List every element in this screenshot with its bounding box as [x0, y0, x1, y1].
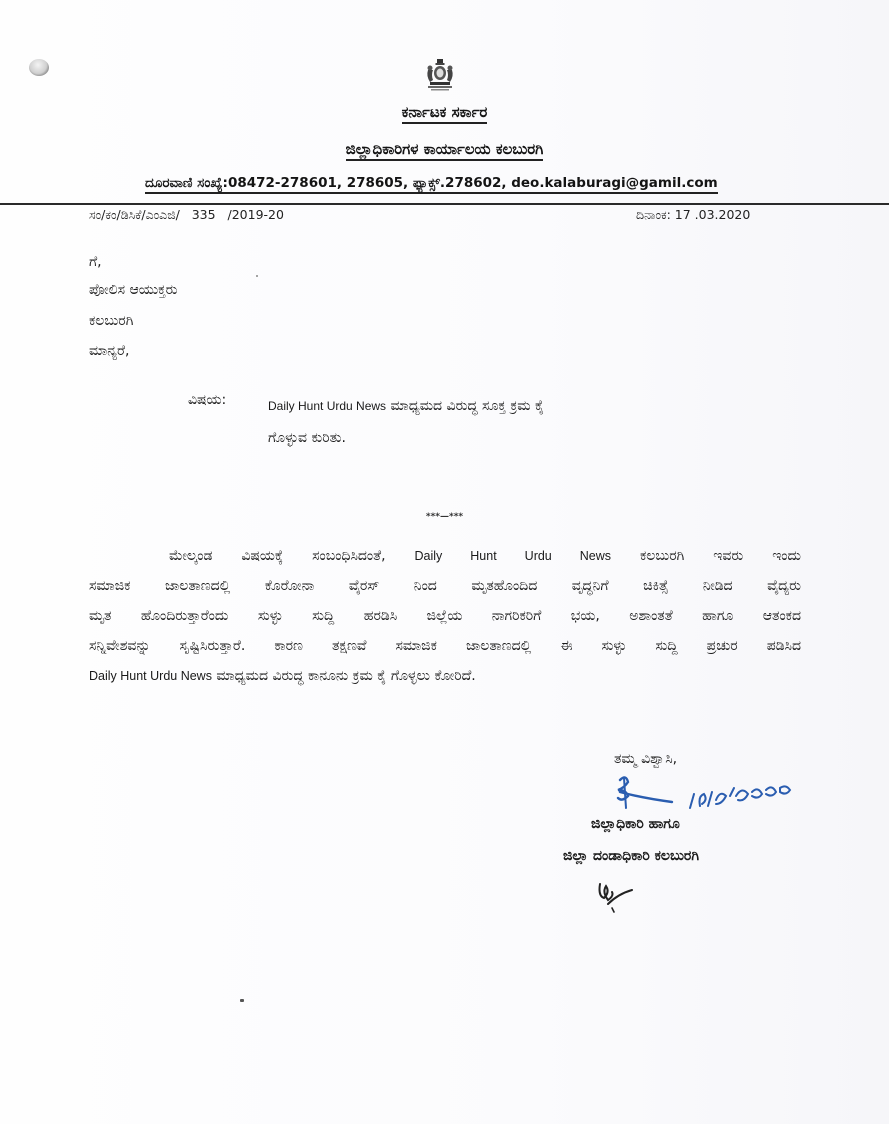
scan-speck [240, 999, 244, 1002]
letterhead-office: ಜಿಲ್ಲಾಧಿಕಾರಿಗಳ ಕಾರ್ಯಾಲಯ ಕಲಬುರಗಿ [0, 140, 889, 158]
letter-date: ದಿನಾಂಕ: 17 .03.2020 [636, 207, 751, 222]
addressee-name: ಪೋಲಿಸ ಆಯುಕ್ತರು [89, 282, 178, 298]
handwritten-signature-icon [612, 772, 832, 822]
body-paragraph [89, 541, 801, 691]
signatory-designation-1: ಜಿಲ್ಲಾಧಿಕಾರಿ ಹಾಗೂ [591, 816, 680, 832]
section-separator: ***—*** [425, 512, 464, 522]
subject-text [268, 390, 738, 454]
body-line-3: ಮೃತ ಹೊಂದಿರುತ್ತಾರೆಂದು ಸುಳ್ಳು ಸುದ್ದಿ ಹರಡಿಸಿ ಜಿಲ್ಲೆಯ ನಾಗರಿಕರಿಗೆ ಭಯ, ಅಶಾಂತತೆ ಹಾಗೂ ಆತಂಕದ [89, 608, 801, 624]
body-line-4: ಸನ್ನಿವೇಶವನ್ನು ಸೃಷ್ಟಿಸಿರುತ್ತಾರೆ. ಕಾರಣ ತಕ್ಷಣವೆ ಸಮಾಜಿಕ ಜಾಲತಾಣದಲ್ಲಿ ಈ ಸುಳ್ಳು ಸುದ್ದಿ ಪ್ರಚುರ ಪಡಿಸಿದ [89, 638, 801, 654]
signatory-designation-2: ಜಿಲ್ಲಾ ದಂಡಾಧಿಕಾರಿ ಕಲಬುರಗಿ [563, 848, 699, 864]
subject-label: ವಿಷಯ: [188, 392, 227, 408]
subject-text-english: Daily Hunt Urdu News [268, 399, 387, 413]
addressee-to: ಗೆ, [89, 254, 102, 270]
header-divider [0, 203, 889, 205]
salutation: ಮಾನ್ಯರೆ, [89, 343, 130, 359]
body-line-2: ಸಮಾಜಿಕ ಜಾಲತಾಣದಲ್ಲಿ ಕೊರೋನಾ ವೈರಸ್ ನಿಂದ ಮೃತಹೊಂದಿದ ವೃದ್ಧನಿಗೆ ಚಿಕಿತ್ಸೆ ನೀಡಿದ ವೈದ್ಯರು [89, 578, 801, 594]
scan-speck [256, 275, 258, 277]
body-line-1: ಮೇಲ್ಕಂಡ ವಿಷಯಕ್ಕೆ ಸಂಬಂಧಿಸಿದಂತೆ, Daily Hunt Urdu News ಕಲಬುರಗಿ ಇವರು ಇಂದು [169, 548, 801, 564]
letterhead-government: ಕರ್ನಾಟಕ ಸರ್ಕಾರ [0, 103, 889, 121]
reference-number: ಸಂ/ಕಂ/ಡಿಸಿಕೆ/ಎಂಎಜಿ/ 335 /2019-20 [89, 207, 284, 222]
letterhead-contact: ದೂರವಾಣಿ ಸಂಖ್ಯೆ:08472-278601, 278605, ಫ್ಯಾಕ್ಸ್.278602, deo.kalaburagi@gamil.com [145, 175, 718, 194]
punch-hole-mark [29, 59, 49, 76]
subject-text-kannada-2: ಗೊಳ್ಳುವ ಕುರಿತು. [268, 430, 346, 446]
karnataka-state-emblem-icon [422, 58, 458, 94]
subject-text-kannada-1: ಮಾಧ್ಯಮದ ವಿರುದ್ಧ ಸೂಕ್ತ ಕ್ರಮ ಕೈ [386, 398, 545, 414]
body-line-5: Daily Hunt Urdu News ಮಾಧ್ಯಮದ ವಿರುದ್ಧ ಕಾನೂನು ಕ್ರಮ ಕೈ ಗೊಳ್ಳಲು ಕೋರಿದೆ. [89, 668, 476, 684]
handwritten-initials-icon [594, 878, 654, 918]
addressee-place: ಕಲಬುರಗಿ [89, 313, 134, 329]
closing-phrase: ತಮ್ಮ ವಿಶ್ವಾಸಿ, [614, 751, 678, 767]
